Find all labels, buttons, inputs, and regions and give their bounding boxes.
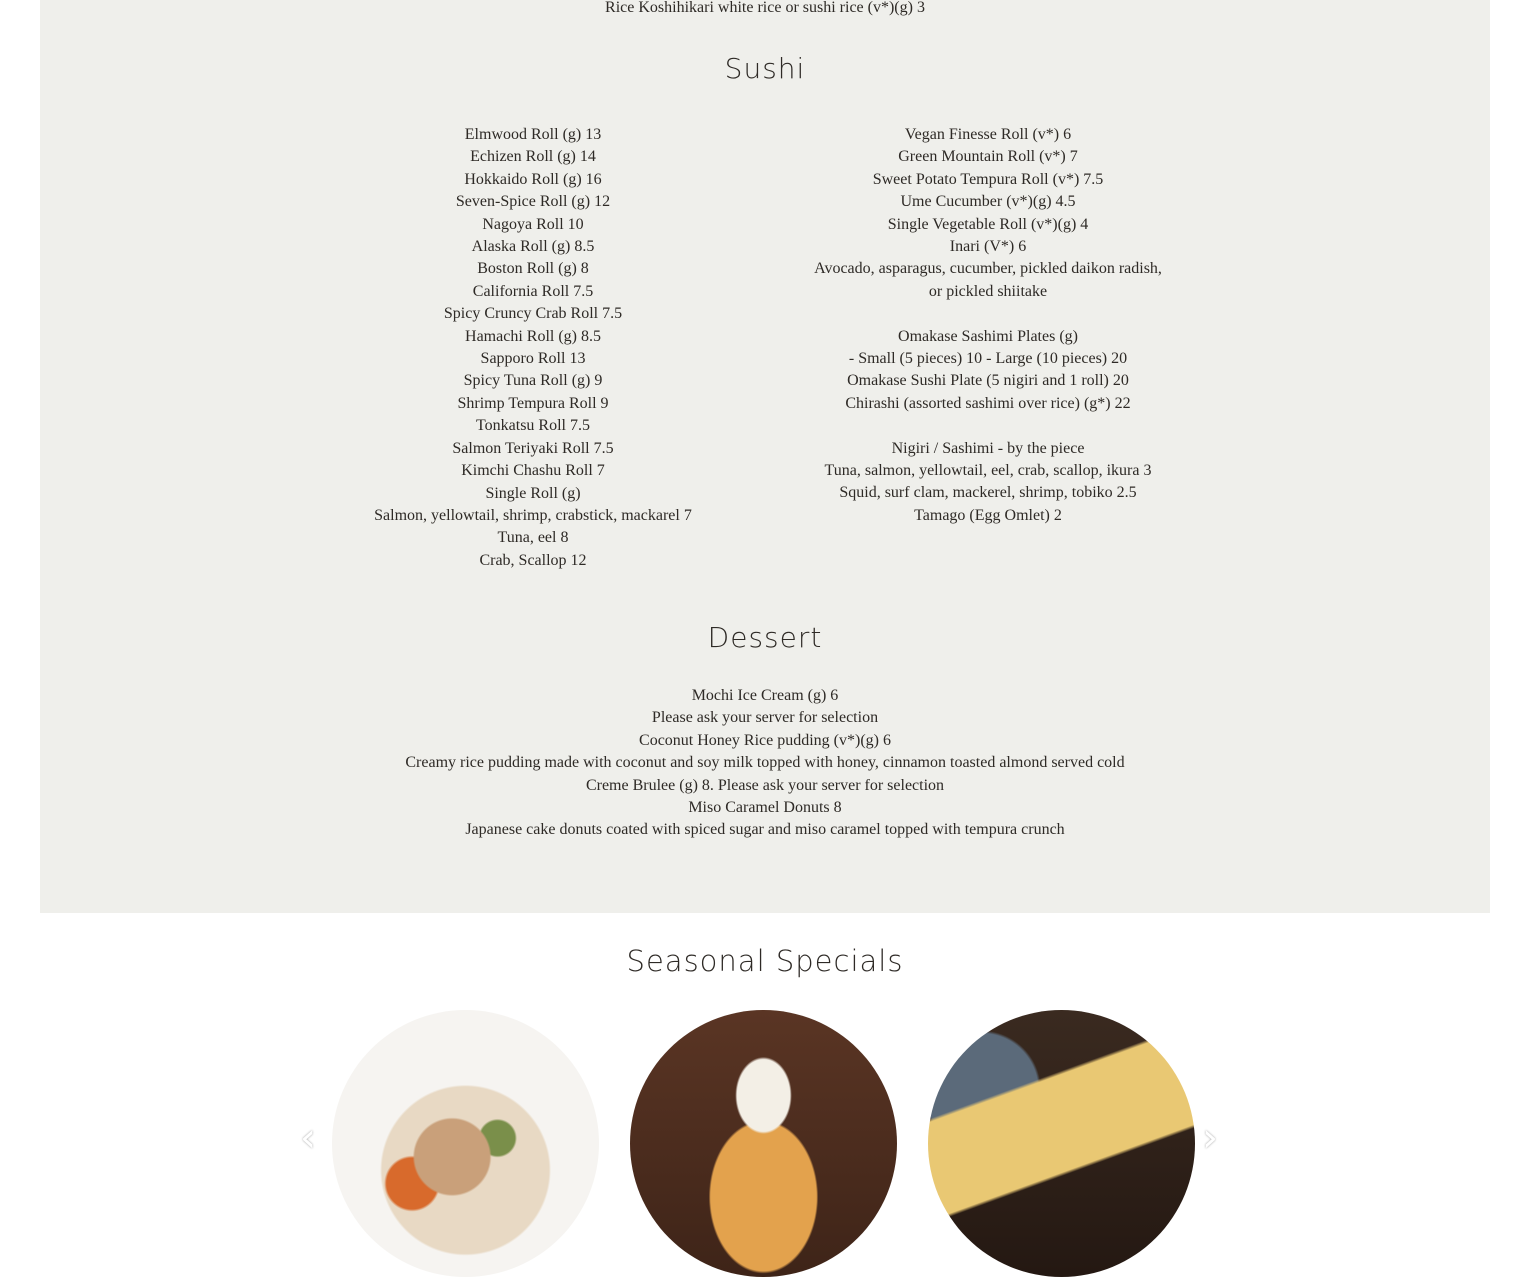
chevron-right-icon[interactable]: › [1202, 1115, 1218, 1161]
menu-item: Boston Roll (g) 8 [477, 260, 589, 278]
menu-item: - Small (5 pieces) 10 - Large (10 pieces) 20 [848, 350, 1128, 368]
menu-item: Spicy Tuna Roll (g) 9 [463, 372, 603, 390]
menu-item: Nagoya Roll 10 [482, 215, 584, 233]
dessert-item: Mochi Ice Cream (g) 6 [691, 687, 839, 704]
special-photo-1[interactable] [332, 1010, 599, 1277]
menu-item: Avocado, asparagus, cucumber, pickled daikon radish, [814, 260, 1162, 278]
menu-item: Omakase Sashimi Plates (g) [898, 327, 1078, 345]
menu-item: Alaska Roll (g) 8.5 [471, 238, 595, 256]
menu-item: Single Vegetable Roll (v*)(g) 4 [887, 215, 1089, 233]
menu-item: Crab, Scallop 12 [479, 551, 587, 569]
menu-item [758, 415, 1218, 437]
menu-item: Chirashi (assorted sashimi over rice) (g*) 22 [845, 394, 1131, 412]
menu-item: Sweet Potato Tempura Roll (v*) 7.5 [872, 170, 1104, 188]
dessert-item: Coconut Honey Rice pudding (v*)(g) 6 [639, 731, 891, 749]
dessert-item: Creme Brulee (g) 8. Please ask your server for selection [585, 776, 945, 794]
menu-item: Inari (V*) 6 [949, 238, 1027, 256]
menu-item: Tonkatsu Roll 7.5 [476, 417, 590, 435]
sushi-right-column [758, 124, 1218, 527]
menu-item: Ume Cucumber (v*)(g) 4.5 [900, 193, 1076, 211]
rice-line: Rice Koshihikari white rice or sushi rice (v*)(g) 3 [605, 0, 925, 16]
sushi-left-column [303, 124, 763, 572]
menu-item: Nigiri / Sashimi - by the piece [891, 439, 1085, 457]
menu-item: Tuna, salmon, yellowtail, eel, crab, scallop, ikura 3 [824, 462, 1152, 480]
menu-item: Kimchi Chashu Roll 7 [461, 462, 605, 480]
menu-item [758, 303, 1218, 325]
menu-item: Omakase Sushi Plate (5 nigiri and 1 roll) 20 [847, 372, 1129, 390]
menu-item: Vegan Finesse Roll (v*) 6 [904, 126, 1072, 143]
dessert-item: Japanese cake donuts coated with spiced sugar and miso caramel topped with tempura crunch [465, 821, 1065, 839]
menu-item: Tuna, eel 8 [497, 529, 569, 547]
dessert-list [40, 685, 1490, 842]
menu-item: Shrimp Tempura Roll 9 [457, 394, 609, 412]
menu-item: Salmon, yellowtail, shrimp, crabstick, mackarel 7 [374, 506, 692, 524]
menu-item: Single Roll (g) [485, 484, 581, 502]
menu-item: Elmwood Roll (g) 13 [464, 126, 602, 143]
menu-panel [40, 0, 1490, 913]
special-photo-2[interactable] [630, 1010, 897, 1277]
menu-item: Seven-Spice Roll (g) 12 [455, 193, 611, 211]
dessert-item: Miso Caramel Donuts 8 [688, 799, 842, 817]
menu-item: Green Mountain Roll (v*) 7 [898, 148, 1078, 166]
menu-item: Spicy Cruncy Crab Roll 7.5 [443, 305, 623, 323]
seasonal-specials-title: Seasonal Specials [626, 944, 904, 978]
menu-item: Echizen Roll (g) 14 [470, 148, 596, 166]
menu-item: Hokkaido Roll (g) 16 [464, 170, 602, 188]
dessert-title: Dessert [707, 621, 823, 654]
menu-item: Salmon Teriyaki Roll 7.5 [452, 439, 614, 457]
special-photo-3[interactable] [928, 1010, 1195, 1277]
dessert-item: Creamy rice pudding made with coconut and soy milk topped with honey, cinnamon toasted almond served cold [405, 754, 1125, 772]
menu-item: Sapporo Roll 13 [480, 350, 586, 368]
sushi-title: Sushi [724, 52, 806, 85]
menu-item: Hamachi Roll (g) 8.5 [465, 327, 601, 345]
menu-item: Tamago (Egg Omlet) 2 [914, 506, 1062, 524]
menu-item: or pickled shiitake [928, 282, 1048, 300]
dessert-item: Please ask your server for selection [651, 709, 879, 727]
menu-item: California Roll 7.5 [472, 282, 594, 300]
menu-item: Squid, surf clam, mackerel, shrimp, tobiko 2.5 [839, 484, 1137, 502]
chevron-left-icon[interactable]: ‹ [300, 1115, 316, 1161]
